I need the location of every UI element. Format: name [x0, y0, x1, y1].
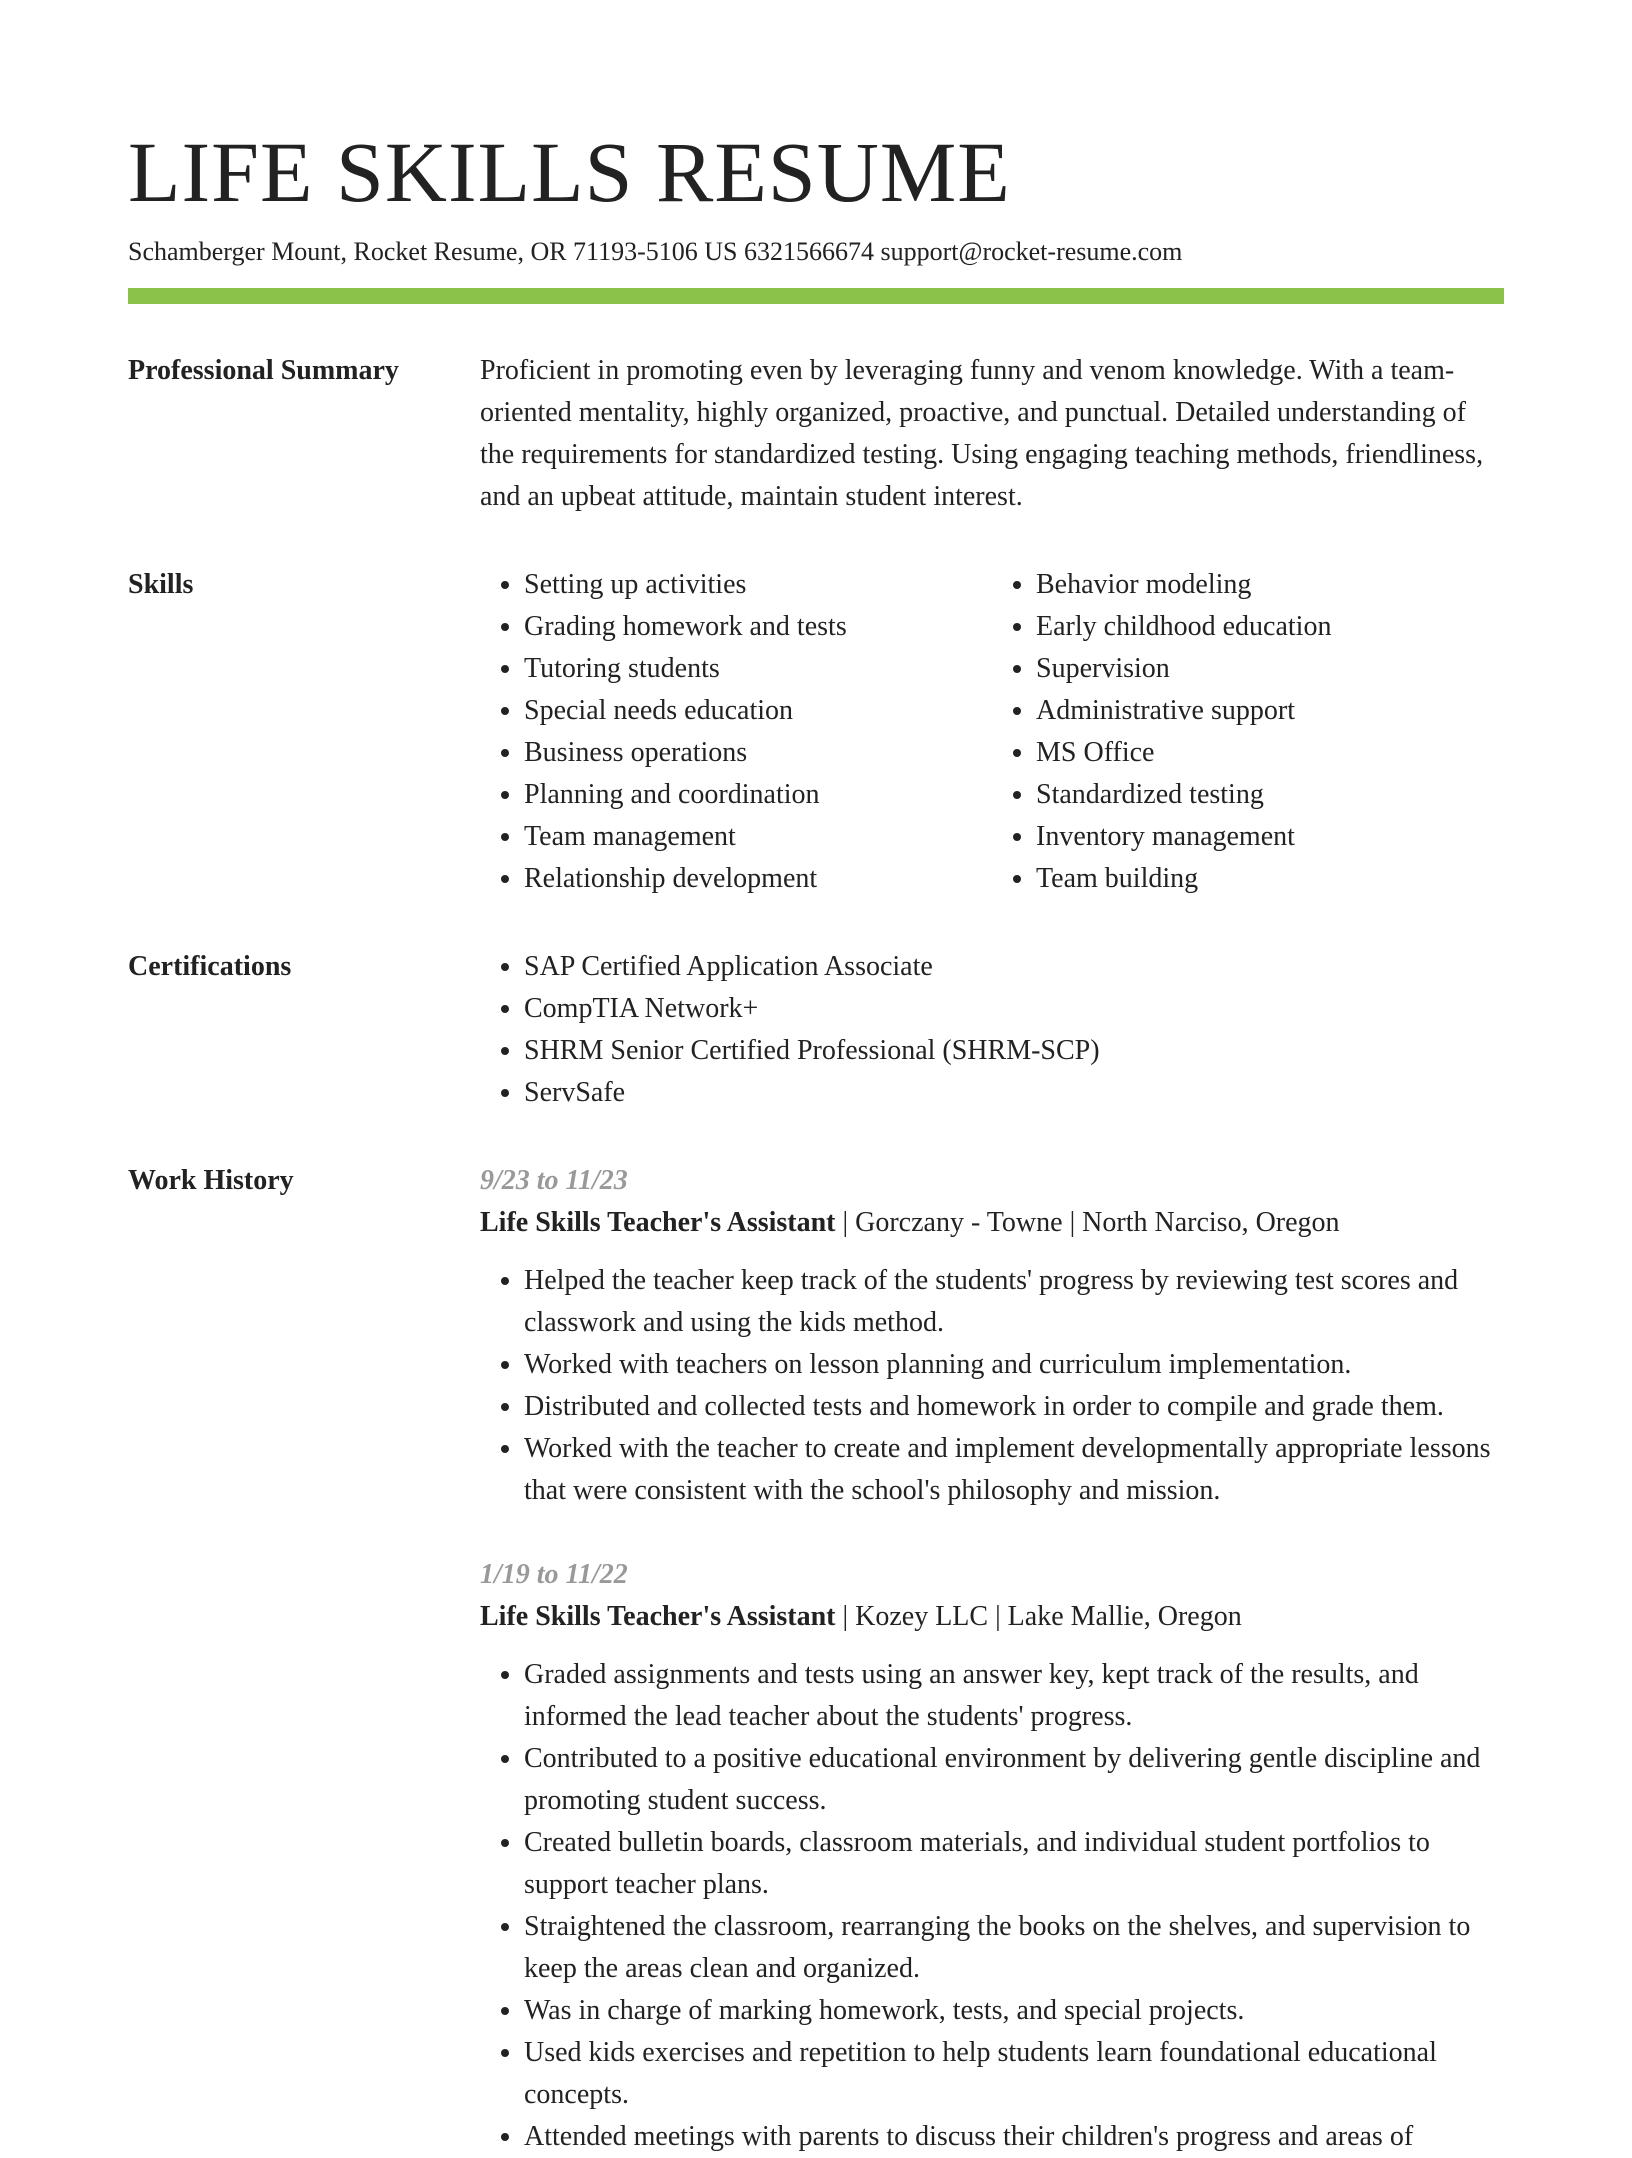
- skill-item: • Team management: [524, 816, 992, 858]
- job-bullet: • Helped the teacher keep track of the students' progress by reviewing test scores and classwork and using the kids method.: [524, 1260, 1504, 1344]
- job-bullet: • Attended meetings with parents to discuss their children's progress and areas of: [524, 2116, 1504, 2158]
- skill-item: • Relationship development: [524, 858, 992, 900]
- skill-item: • Supervision: [1036, 648, 1504, 690]
- job-header: [480, 1596, 1504, 1638]
- skills-section: [128, 570, 1504, 900]
- job-entry: [480, 1160, 1504, 1512]
- job-bullet: • Distributed and collected tests and homework in order to compile and grade them.: [524, 1386, 1504, 1428]
- skills-list-left: [480, 564, 992, 900]
- job-details: | Kozey LLC | Lake Mallie, Oregon: [835, 1601, 1242, 1632]
- work-heading: Work History: [128, 1165, 294, 1196]
- job-details: | Gorczany - Towne | North Narciso, Oregon: [835, 1207, 1340, 1238]
- certifications-heading: Certifications: [128, 951, 292, 982]
- job-bullet: • Straightened the classroom, rearranging the books on the shelves, and supervision to keep the areas clean and organized.: [524, 1906, 1504, 1990]
- skills-heading: Skills: [128, 569, 194, 600]
- job-entry: [480, 1554, 1504, 2158]
- job-bullet: • Worked with the teacher to create and implement developmentally appropriate lessons that were consistent with the school's philosophy and mission.: [524, 1428, 1504, 1512]
- job-bullet: • Created bulletin boards, classroom materials, and individual student portfolios to support teacher plans.: [524, 1822, 1504, 1906]
- certifications-body: [480, 946, 1504, 1114]
- job-bullet: • Graded assignments and tests using an answer key, kept track of the results, and informed the lead teacher about the students' progress.: [524, 1654, 1504, 1738]
- job-dates: 9/23 to 11/23: [480, 1165, 628, 1196]
- job-bullet: • Worked with teachers on lesson planning and curriculum implementation.: [524, 1344, 1504, 1386]
- skill-item: • Business operations: [524, 732, 992, 774]
- skills-body: [480, 564, 1504, 900]
- skill-item: • Setting up activities: [524, 564, 992, 606]
- job-header: [480, 1202, 1504, 1244]
- skill-item: • Special needs education: [524, 690, 992, 732]
- certifications-list: [480, 946, 1504, 1114]
- skill-item: • Behavior modeling: [1036, 564, 1504, 606]
- skill-item: • Standardized testing: [1036, 774, 1504, 816]
- resume-name: LIFE SKILLS RESUME: [128, 124, 1011, 220]
- accent-divider: [128, 288, 1504, 304]
- certification-item: • SAP Certified Application Associate: [524, 946, 1504, 988]
- resume-page: [128, 118, 1504, 2158]
- job-title: Life Skills Teacher's Assistant: [480, 1207, 836, 1238]
- contact-email: support@rocket-resume.com: [880, 237, 1183, 266]
- skills-list-right: [992, 564, 1504, 900]
- certification-item: • SHRM Senior Certified Professional (SHRM-SCP): [524, 1030, 1504, 1072]
- contact-address: Schamberger Mount, Rocket Resume, OR 71193-5106 US: [128, 237, 738, 266]
- skill-item: • Planning and coordination: [524, 774, 992, 816]
- summary-body: [480, 350, 1504, 518]
- skill-item: • Grading homework and tests: [524, 606, 992, 648]
- certification-item: • ServSafe: [524, 1072, 1504, 1114]
- skill-item: • MS Office: [1036, 732, 1504, 774]
- work-section: [128, 1166, 1504, 2158]
- summary-text: Proficient in promoting even by leveraging funny and venom knowledge. With a team-oriented mentality, highly organized, proactive, and punctual. Detailed understanding of the requirements for standardized testing. Using engaging teaching methods, friendliness, and an upbeat attitude, maintain student interest.: [480, 355, 1484, 512]
- summary-section: [128, 356, 1504, 518]
- job-bullet: • Used kids exercises and repetition to help students learn foundational educational concepts.: [524, 2032, 1504, 2116]
- skill-item: • Early childhood education: [1036, 606, 1504, 648]
- job-title: Life Skills Teacher's Assistant: [480, 1601, 836, 1632]
- summary-heading: Professional Summary: [128, 355, 399, 386]
- job-dates: 1/19 to 11/22: [480, 1559, 628, 1590]
- contact-line: [128, 234, 1504, 270]
- job-bullet: • Contributed to a positive educational environment by delivering gentle discipline and promoting student success.: [524, 1738, 1504, 1822]
- job-bullet: • Was in charge of marking homework, tests, and special projects.: [524, 1990, 1504, 2032]
- skill-item: • Team building: [1036, 858, 1504, 900]
- work-body: [480, 1160, 1504, 2158]
- skill-item: • Tutoring students: [524, 648, 992, 690]
- contact-phone: 6321566674: [744, 237, 874, 266]
- skill-item: • Administrative support: [1036, 690, 1504, 732]
- job-bullets: [480, 1260, 1504, 1512]
- job-bullets: [480, 1654, 1504, 2158]
- skill-item: • Inventory management: [1036, 816, 1504, 858]
- certifications-section: [128, 952, 1504, 1114]
- certification-item: • CompTIA Network+: [524, 988, 1504, 1030]
